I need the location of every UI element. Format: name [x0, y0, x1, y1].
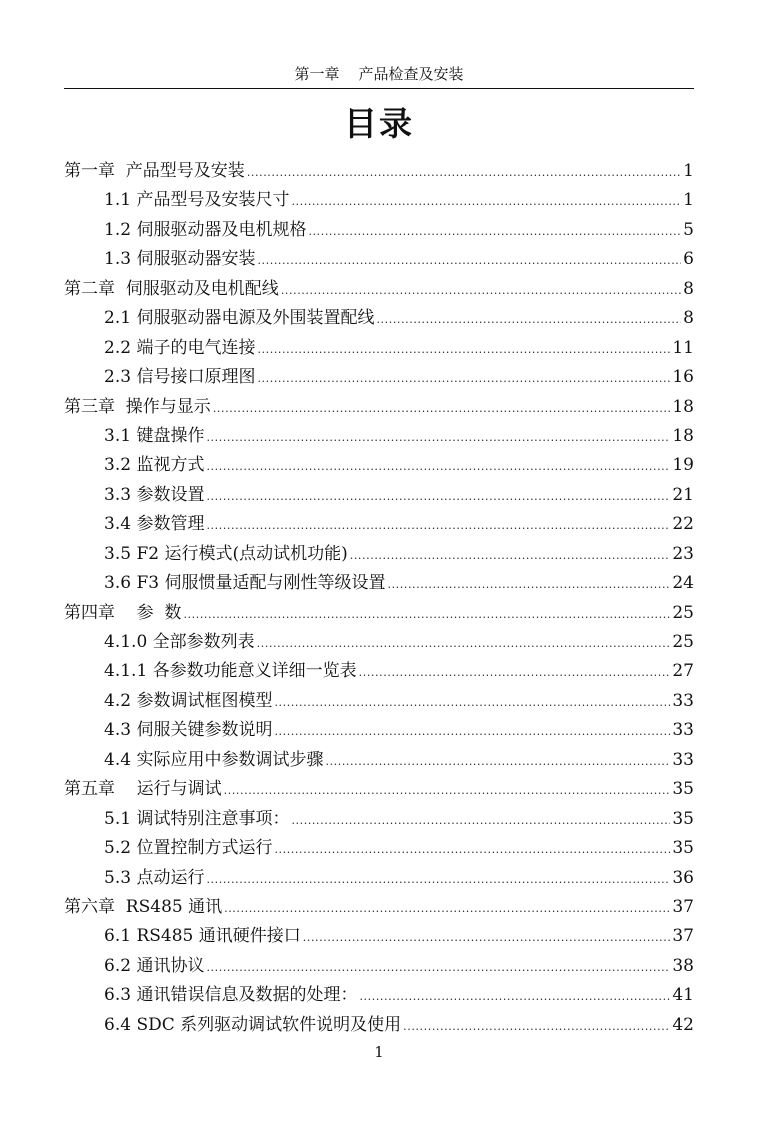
toc-dot-leader — [206, 482, 670, 511]
toc-entry-page-number: 33 — [672, 720, 694, 741]
toc-section-entry[interactable] — [64, 746, 694, 775]
toc-entry-page-number: 41 — [672, 985, 694, 1006]
toc-entry-page-number: 25 — [672, 632, 694, 652]
toc-entry-label: 3.4 参数管理 — [104, 514, 205, 535]
toc-entry-page-number: 22 — [672, 514, 694, 535]
toc-entry-page-number: 42 — [672, 1014, 694, 1035]
toc-entry-page-number: 6 — [683, 249, 694, 270]
toc-dot-leader — [257, 335, 670, 364]
toc-entry-page-number: 36 — [672, 867, 694, 888]
toc-entry-page-number: 1 — [683, 161, 694, 181]
toc-entry-page-number: 5 — [683, 219, 694, 240]
toc-entry-label: 4.1.0 全部参数列表 — [104, 632, 255, 652]
toc-dot-leader — [387, 570, 670, 599]
toc-section-entry[interactable] — [64, 864, 694, 893]
toc-section-entry[interactable] — [64, 481, 694, 510]
toc-section-entry[interactable] — [64, 186, 694, 215]
toc-dot-leader — [274, 835, 670, 864]
toc-dot-leader — [281, 276, 681, 305]
toc-dot-leader — [274, 717, 670, 746]
toc-dot-leader — [224, 894, 670, 923]
toc-dot-leader — [359, 982, 670, 1011]
toc-section-entry[interactable] — [64, 922, 694, 951]
toc-dot-leader — [206, 423, 670, 452]
toc-dot-leader — [257, 246, 681, 275]
toc-entry-label: 6.4 SDC 系列驱动调试软件说明及使用 — [104, 1014, 402, 1035]
toc-entry-page-number: 33 — [672, 690, 694, 711]
toc-chapter-entry[interactable] — [64, 275, 694, 304]
toc-section-entry[interactable] — [64, 687, 694, 716]
toc-section-entry[interactable] — [64, 628, 694, 657]
toc-dot-leader — [403, 1012, 670, 1041]
toc-entry-page-number: 18 — [672, 396, 694, 417]
page-number: 1 — [374, 1043, 384, 1061]
toc-entry-label: 3.3 参数设置 — [104, 484, 205, 505]
toc-entry-page-number: 35 — [672, 838, 694, 859]
toc-dot-leader — [247, 158, 681, 187]
toc-entry-page-number: 18 — [672, 425, 694, 446]
toc-entry-page-number: 38 — [672, 955, 694, 976]
toc-entry-page-number: 8 — [683, 278, 694, 299]
toc-section-entry[interactable] — [64, 981, 694, 1010]
toc-entry-label: 3.2 监视方式 — [104, 455, 205, 476]
toc-entry-label: 4.3 伺服关键参数说明 — [104, 720, 273, 741]
toc-entry-label: 6.1 RS485 通讯硬件接口 — [104, 926, 301, 947]
toc-dot-leader — [206, 953, 670, 982]
toc-dot-leader — [274, 688, 670, 717]
toc-section-entry[interactable] — [64, 216, 694, 245]
toc-entry-page-number: 1 — [683, 190, 694, 211]
toc-chapter-entry[interactable] — [64, 893, 694, 922]
toc-section-entry[interactable] — [64, 334, 694, 363]
toc-entry-label: 5.2 位置控制方式运行 — [104, 838, 273, 859]
toc-entry-label: 1.3 伺服驱动器安装 — [104, 249, 256, 270]
toc-dot-leader — [303, 923, 671, 952]
toc-entry-page-number: 35 — [672, 808, 694, 829]
toc-dot-leader — [325, 747, 670, 776]
toc-entry-label: 1.1 产品型号及安装尺寸 — [104, 190, 290, 211]
toc-entry-label: 6.2 通讯协议 — [104, 955, 205, 976]
toc-dot-leader — [350, 541, 671, 570]
toc-entry-page-number: 19 — [672, 455, 694, 476]
toc-entry-label: 6.3 通讯错误信息及数据的处理： — [104, 985, 358, 1006]
toc-dot-leader — [206, 511, 670, 540]
toc-chapter-entry[interactable] — [64, 775, 694, 804]
toc-section-entry[interactable] — [64, 451, 694, 480]
toc-section-entry[interactable] — [64, 245, 694, 274]
header-divider — [64, 88, 694, 89]
toc-entry-label: 第六章 RS485 通讯 — [64, 896, 223, 917]
toc-section-entry[interactable] — [64, 834, 694, 863]
table-of-contents — [64, 157, 694, 1040]
toc-entry-page-number: 21 — [672, 484, 694, 505]
toc-dot-leader — [257, 629, 671, 658]
running-header: 第一章 产品检查及安装 — [294, 65, 464, 83]
toc-entry-label: 第四章 参 数 — [64, 602, 182, 623]
toc-entry-label: 3.5 F2 运行模式(点动试机功能) — [104, 543, 348, 564]
toc-entry-label: 3.6 F3 伺服惯量适配与刚性等级设置 — [104, 573, 386, 594]
toc-section-entry[interactable] — [64, 1011, 694, 1040]
page-title: 目录 — [344, 104, 414, 143]
toc-entry-label: 2.2 端子的电气连接 — [104, 337, 256, 358]
toc-chapter-entry[interactable] — [64, 393, 694, 422]
toc-entry-label: 2.3 信号接口原理图 — [104, 367, 256, 388]
toc-entry-page-number: 16 — [672, 367, 694, 388]
toc-section-entry[interactable] — [64, 363, 694, 392]
toc-entry-label: 第三章 操作与显示 — [64, 396, 211, 417]
toc-chapter-entry[interactable] — [64, 599, 694, 628]
toc-entry-label: 第五章 运行与调试 — [64, 779, 222, 800]
toc-dot-leader — [376, 305, 681, 334]
toc-entry-label: 5.1 调试特别注意事项： — [104, 808, 290, 829]
toc-entry-page-number: 35 — [672, 779, 694, 800]
toc-section-entry[interactable] — [64, 657, 694, 686]
toc-dot-leader — [359, 658, 671, 687]
toc-entry-label: 4.1.1 各参数功能意义详细一览表 — [104, 661, 357, 682]
toc-dot-leader — [308, 217, 681, 246]
toc-entry-page-number: 24 — [672, 573, 694, 594]
toc-dot-leader — [183, 600, 670, 629]
toc-entry-label: 第二章 伺服驱动及电机配线 — [64, 278, 279, 299]
toc-dot-leader — [206, 452, 670, 481]
toc-dot-leader — [257, 364, 670, 393]
toc-entry-page-number: 8 — [683, 308, 694, 329]
toc-section-entry[interactable] — [64, 540, 694, 569]
toc-dot-leader — [213, 394, 671, 423]
toc-dot-leader — [206, 865, 670, 894]
toc-entry-page-number: 37 — [672, 896, 694, 917]
toc-entry-page-number: 33 — [672, 749, 694, 770]
toc-dot-leader — [291, 806, 670, 835]
toc-section-entry[interactable] — [64, 716, 694, 745]
toc-entry-page-number: 11 — [672, 337, 694, 358]
toc-entry-label: 4.4 实际应用中参数调试步骤 — [104, 749, 324, 770]
toc-entry-label: 4.2 参数调试框图模型 — [104, 690, 273, 711]
toc-section-entry[interactable] — [64, 422, 694, 451]
toc-chapter-entry[interactable] — [64, 157, 694, 186]
toc-entry-label: 第一章 产品型号及安装 — [64, 161, 245, 181]
toc-entry-label: 1.2 伺服驱动器及电机规格 — [104, 219, 307, 240]
toc-entry-page-number: 25 — [672, 602, 694, 623]
toc-entry-page-number: 37 — [672, 926, 694, 947]
toc-dot-leader — [291, 187, 681, 216]
toc-section-entry[interactable] — [64, 805, 694, 834]
toc-section-entry[interactable] — [64, 952, 694, 981]
toc-section-entry[interactable] — [64, 304, 694, 333]
toc-entry-page-number: 23 — [672, 543, 694, 564]
toc-dot-leader — [224, 776, 671, 805]
toc-section-entry[interactable] — [64, 569, 694, 598]
toc-entry-label: 2.1 伺服驱动器电源及外围装置配线 — [104, 308, 375, 329]
toc-section-entry[interactable] — [64, 510, 694, 539]
toc-entry-label: 5.3 点动运行 — [104, 867, 205, 888]
toc-entry-page-number: 27 — [672, 661, 694, 682]
toc-entry-label: 3.1 键盘操作 — [104, 425, 205, 446]
